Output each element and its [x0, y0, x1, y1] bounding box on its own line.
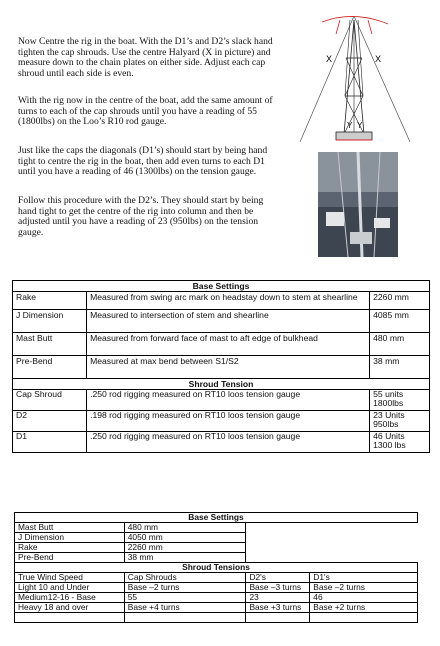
row-desc: .198 rod rigging measured on RT10 loos tension gauge: [87, 411, 370, 432]
table-cell: Base +3 turns: [246, 603, 310, 613]
row-desc: Measured from swing arc mark on headstay down to stem at shearline: [87, 292, 370, 310]
row-value-units: 46 Units: [373, 431, 405, 441]
row-value: [370, 432, 430, 453]
column-header: D1's: [310, 573, 418, 583]
shroud-tension-header: Shroud Tension: [13, 379, 430, 390]
table-row-empty: [15, 613, 418, 623]
diagram-label-y-right: Y: [357, 121, 363, 130]
row-desc: Measured at max bend between S1/S2: [87, 356, 370, 379]
table-cell: Base +4 turns: [124, 603, 246, 613]
table-cell: Base –3 turns: [246, 583, 310, 593]
settings-table-summary: [14, 512, 418, 623]
row-value: [370, 411, 430, 432]
row-desc: Measured to intersection of stem and shearline: [87, 310, 370, 333]
column-header: True Wind Speed: [15, 573, 125, 583]
row-name: Pre-Bend: [15, 553, 125, 563]
table-row: [13, 432, 430, 453]
row-name: Pre-Bend: [13, 356, 87, 379]
table-row: [13, 411, 430, 432]
table-cell: Base –2 turns: [124, 583, 246, 593]
row-desc: .250 rod rigging measured on RT10 loos tension gauge: [87, 390, 370, 411]
row-name: J Dimension: [13, 310, 87, 333]
table-row: [13, 356, 430, 379]
row-desc: .250 rod rigging measured on RT10 loos tension gauge: [87, 432, 370, 453]
row-name: Rake: [15, 543, 125, 553]
row-value-lbs: 1800lbs: [373, 398, 404, 408]
table-cell: Base –2 turns: [310, 583, 418, 593]
row-value: 2260 mm: [124, 543, 246, 553]
row-value: 480 mm: [124, 523, 246, 533]
row-name: J Dimension: [15, 533, 125, 543]
table-row: [13, 390, 430, 411]
column-header: D2's: [246, 573, 310, 583]
row-value-units: 55 units: [373, 389, 404, 399]
table-cell: Medium12-16 - Base: [15, 593, 125, 603]
instruction-paragraph-2: With the rig now in the centre of the boat, add the same amount of turns to each of the cap shrouds until you have a reading of 55 (1800lbs) on the Loo’s R10 rod gauge.: [18, 95, 273, 128]
table-cell: Light 10 and Under: [15, 583, 125, 593]
table-row: [15, 523, 418, 533]
column-header-row: [15, 573, 418, 583]
shroud-tensions-header: Shroud Tensions: [15, 563, 418, 573]
table-cell: Base +2 turns: [310, 603, 418, 613]
table-row: [15, 543, 418, 553]
row-value-lbs: 950lbs: [373, 419, 399, 429]
row-value-units: 23 Units: [373, 410, 405, 420]
row-name: D1: [13, 432, 87, 453]
row-value: 4050 mm: [124, 533, 246, 543]
base-settings-header: Base Settings: [13, 281, 430, 292]
table-row: [13, 333, 430, 356]
diagram-label-x-left: X: [326, 54, 333, 64]
row-value-lbs: 1300 lbs: [373, 440, 406, 450]
diagram-label-x-right: X: [375, 54, 382, 64]
row-name: D2: [13, 411, 87, 432]
row-value: 38 mm: [124, 553, 246, 563]
instruction-paragraph-1: Now Centre the rig in the boat. With the D1’s and D2’s slack hand tighten the cap shrouds. Use the centre Halyard (X in picture) and measure down to the chain plates on either side. Adjust each cap shroud until each side is even.: [18, 36, 273, 79]
table-row: [13, 292, 430, 310]
row-value: 38 mm: [370, 356, 430, 379]
table-row: [15, 593, 418, 603]
table-row: [15, 553, 418, 563]
row-value: [370, 390, 430, 411]
instruction-paragraph-3: Just like the caps the diagonals (D1’s) should start by being hand tight to centre the rig in the boat, then add even turns to each D1 until you have a reading of 46 (1300lbs) on the tension gauge.: [18, 145, 268, 178]
settings-table-detailed: [12, 280, 430, 453]
table-row: [15, 583, 418, 593]
table-row: [15, 603, 418, 613]
row-value: 480 mm: [370, 333, 430, 356]
diagram-label-y-left: Y: [347, 121, 353, 130]
row-desc: Measured from forward face of mast to aft edge of bulkhead: [87, 333, 370, 356]
row-name: Mast Butt: [13, 333, 87, 356]
row-name: Rake: [13, 292, 87, 310]
table-row: [13, 310, 430, 333]
table-row: [15, 533, 418, 543]
row-value: 4085 mm: [370, 310, 430, 333]
table-cell: 55: [124, 593, 246, 603]
instruction-paragraph-4: Follow this procedure with the D2’s. They should start by being hand tight to get the centre of the rig into column and then be adjusted until you have a reading of 23 (950lbs) on the tension gauge.: [18, 195, 264, 238]
column-header: Cap Shrouds: [124, 573, 246, 583]
row-value: 2260 mm: [370, 292, 430, 310]
table-cell: Heavy 18 and over: [15, 603, 125, 613]
mast-photo: [318, 152, 398, 257]
rig-diagram: [292, 14, 420, 154]
row-name: Mast Butt: [15, 523, 125, 533]
table-cell: 46: [310, 593, 418, 603]
table-cell: 23: [246, 593, 310, 603]
row-name: Cap Shroud: [13, 390, 87, 411]
base-settings-header: Base Settings: [15, 513, 418, 523]
